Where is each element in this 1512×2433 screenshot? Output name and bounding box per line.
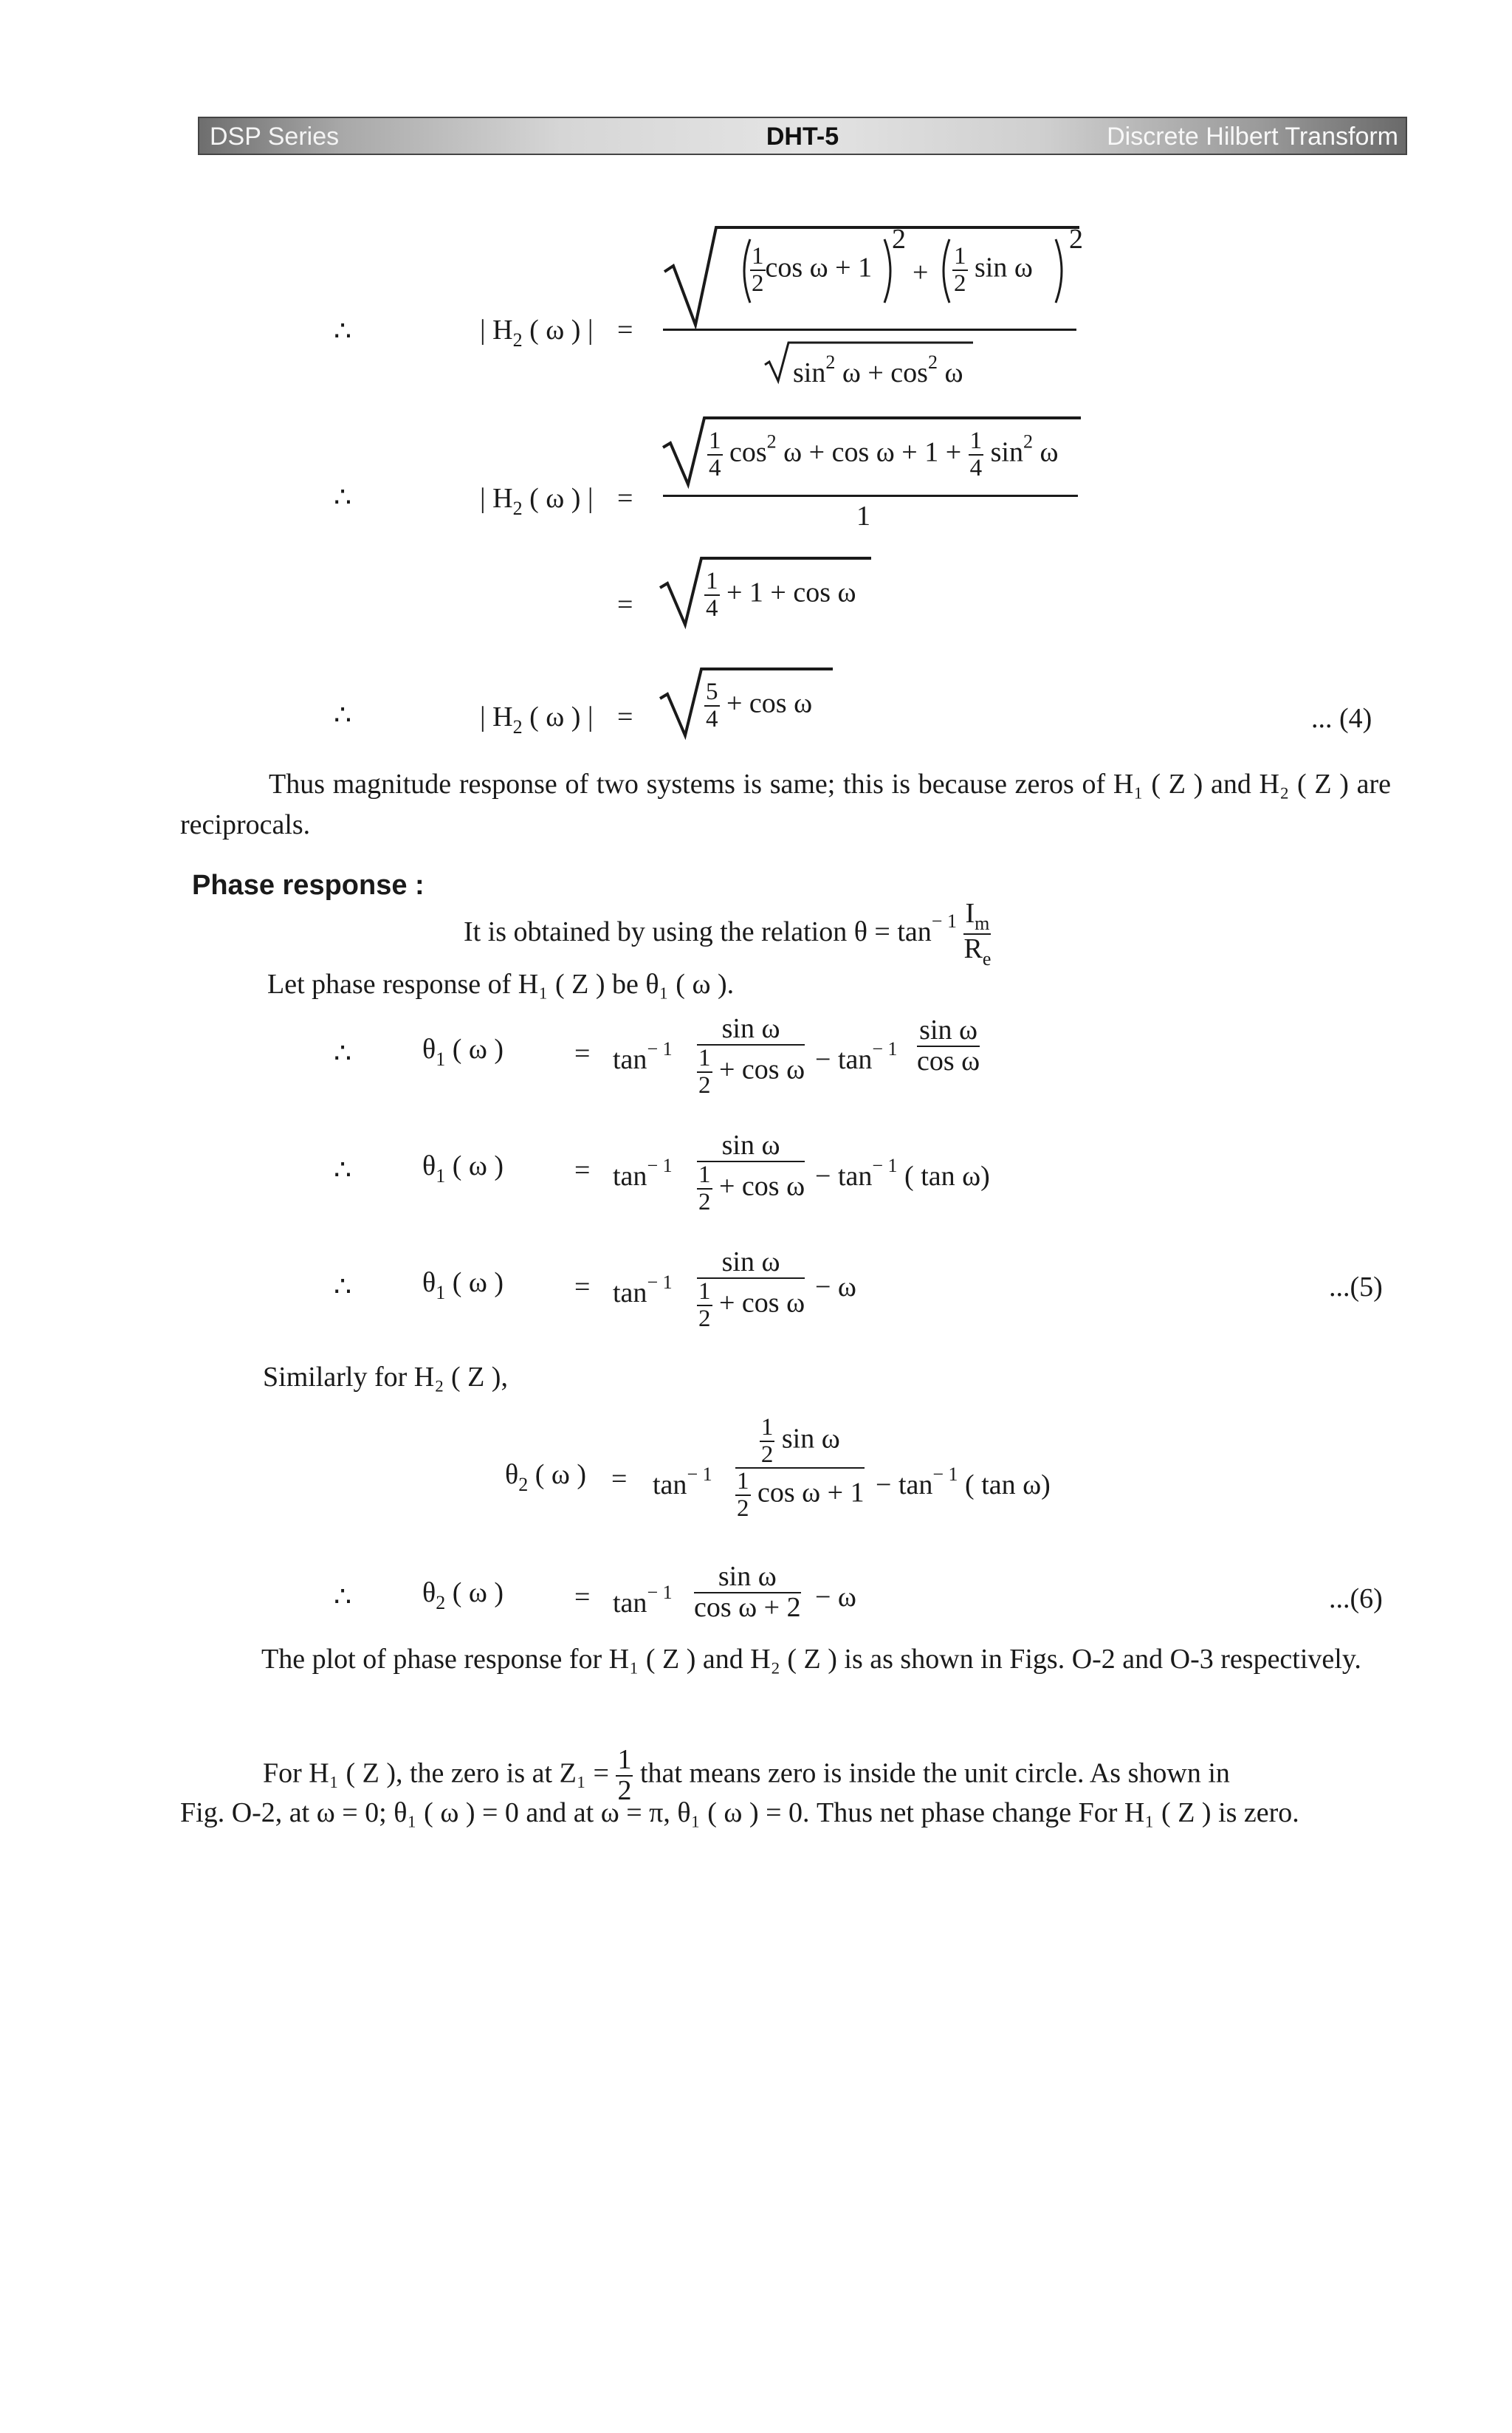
header-page-number: DHT-5: [766, 123, 839, 151]
paragraph-phase-plot: The plot of phase response for H₁ ( Z ) and H₂ ( Z ) is as shown in Figs. O-2 and O-3 respectively.: [261, 1644, 1361, 1675]
eq4-equals: =: [617, 701, 633, 732]
similarly-line: Similarly for H₂ ( Z ),: [263, 1362, 508, 1393]
theta1-a-equals: =: [574, 1038, 591, 1069]
eq1-paren-right-b: [1054, 238, 1069, 304]
theta2-a-frac: $\frac{1}{2}$ sin ω $\frac{1}{2}$ cos ω + 1: [737, 1414, 865, 1522]
eq2-lhs: | $H_2$ ( ω ) |: [480, 483, 594, 519]
eq5-tag: ...(5): [1329, 1272, 1383, 1303]
theta1-lhs-a: $\theta_1$ ( ω ): [422, 1034, 504, 1070]
therefore-symbol-6: ∴: [334, 1272, 352, 1303]
theta2-b-tan: $\tan^{- 1}$: [613, 1582, 673, 1619]
eq1-pow-b: 2: [1069, 224, 1083, 255]
theta1-a-frac1: sin ω $\frac{1}{2}$ + cos ω: [698, 1013, 805, 1099]
eq1-equals: =: [617, 315, 633, 346]
eq3-equals: =: [617, 589, 633, 620]
paragraph-zero-location-b: Fig. O-2, at ω = 0; θ₁ ( ω ) = 0 and at ω = π, θ₁ ( ω ) = 0. Thus net phase change For H₁ ( Z ) is zero.: [180, 1797, 1299, 1828]
eq1-term-a: $\frac{1}{2}$ cos ω + 1: [752, 243, 873, 297]
theta2-a-tan: $\tan^{- 1}$: [653, 1463, 712, 1500]
theta1-c-equals: =: [574, 1272, 591, 1303]
eq4-body: $\frac{5}{4}$ + cos ω: [706, 679, 813, 732]
eq1-paren-left-b: [936, 238, 951, 304]
phase-response-heading: Phase response :: [192, 870, 425, 901]
therefore-symbol-7: ∴: [334, 1582, 352, 1613]
header-chapter-title: Discrete Hilbert Transform: [1107, 123, 1398, 151]
theta1-a-minus-tan: − $\tan^{- 1}$: [815, 1038, 898, 1075]
eq1-pow-a: 2: [892, 224, 906, 255]
eq1-paren-left-a: [737, 238, 752, 304]
eq1-fraction-bar: [663, 329, 1076, 331]
eq2-numerator: $\frac{1}{4}$ $\cos^2 \omega + \cos \omega + 1$ + $\frac{1}{4}$ $\sin^2 \omega$: [709, 428, 1059, 481]
theta1-b-equals: =: [574, 1155, 591, 1186]
theta2-a-equals: =: [611, 1463, 628, 1495]
theta2-a-minus-tan: − $\tan^{- 1}$ ( tan ω): [876, 1463, 1051, 1500]
theta2-lhs-b: $\theta_2$ ( ω ): [422, 1577, 504, 1613]
therefore-symbol-5: ∴: [334, 1155, 352, 1186]
running-header: [198, 117, 1407, 155]
therefore-symbol-2: ∴: [334, 482, 352, 513]
eq1-term-b: $\frac{1}{2}$ sin ω: [954, 243, 1033, 297]
theta1-c-frac: sin ω $\frac{1}{2}$ + cos ω: [698, 1246, 805, 1332]
eq4-lhs: | $H_2$ ( ω ) |: [480, 701, 594, 738]
header-series: DSP Series: [210, 123, 340, 151]
theta2-b-equals: =: [574, 1582, 591, 1613]
phase-relation-line: It is obtained by using the relation $\theta = \tan^{- 1}$ $\frac{I_m}{R_e}$: [464, 898, 992, 970]
eq3-body: $\frac{1}{4}$ + 1 + cos ω: [706, 568, 856, 622]
eq2-equals: =: [617, 483, 633, 514]
therefore-symbol-4: ∴: [334, 1038, 352, 1069]
paragraph-zero-location-a: For H₁ ( Z ), the zero is at Z₁ = $\frac{1}{2}$ that means zero is inside the unit circle. As shown in: [263, 1744, 1230, 1806]
theta2-b-frac: $\frac{\text{sin ω}}{\text{cos ω + 2}}$: [694, 1561, 801, 1623]
let-phase-line: Let phase response of H₁ ( Z ) be θ₁ ( ω ).: [267, 969, 735, 1000]
paragraph-reciprocal-zeros: Thus magnitude response of two systems is same; this is because zeros of H₁ ( Z ) and H₂ ( Z ) are reciprocals.: [180, 769, 1391, 841]
theta1-c-tan: $\tan^{- 1}$: [613, 1272, 673, 1308]
theta1-b-tan: $\tan^{- 1}$: [613, 1155, 673, 1192]
eq1-lhs: | $H_2$ ( ω ) |: [480, 315, 594, 351]
theta2-b-minus-omega: − ω: [815, 1582, 856, 1613]
theta1-c-minus-omega: − ω: [815, 1272, 856, 1303]
eq4-tag: ... (4): [1311, 703, 1372, 734]
eq2-fraction-bar: [663, 495, 1078, 497]
theta1-b-frac: sin ω $\frac{1}{2}$ + cos ω: [698, 1130, 805, 1215]
theta1-lhs-b: $\theta_1$ ( ω ): [422, 1150, 504, 1187]
theta1-a-frac2: $\frac{\text{sin ω}}{\text{cos ω}}$: [917, 1015, 980, 1077]
eq1-plus: +: [913, 257, 929, 288]
theta1-b-minus-tan: − $\tan^{- 1}$ ( tan ω): [815, 1155, 990, 1192]
eq6-tag: ...(6): [1329, 1583, 1383, 1614]
theta1-a-tan: $\tan^{- 1}$: [613, 1038, 673, 1075]
therefore-symbol-3: ∴: [334, 700, 352, 731]
eq2-denominator: 1: [856, 501, 870, 532]
eq1-denominator: $\sin^2 \omega + \cos^2 \omega$: [793, 351, 963, 388]
therefore-symbol: ∴: [334, 316, 352, 347]
theta1-lhs-c: $\theta_1$ ( ω ): [422, 1267, 504, 1303]
theta2-lhs-a: $\theta_2$ ( ω ): [505, 1459, 587, 1495]
